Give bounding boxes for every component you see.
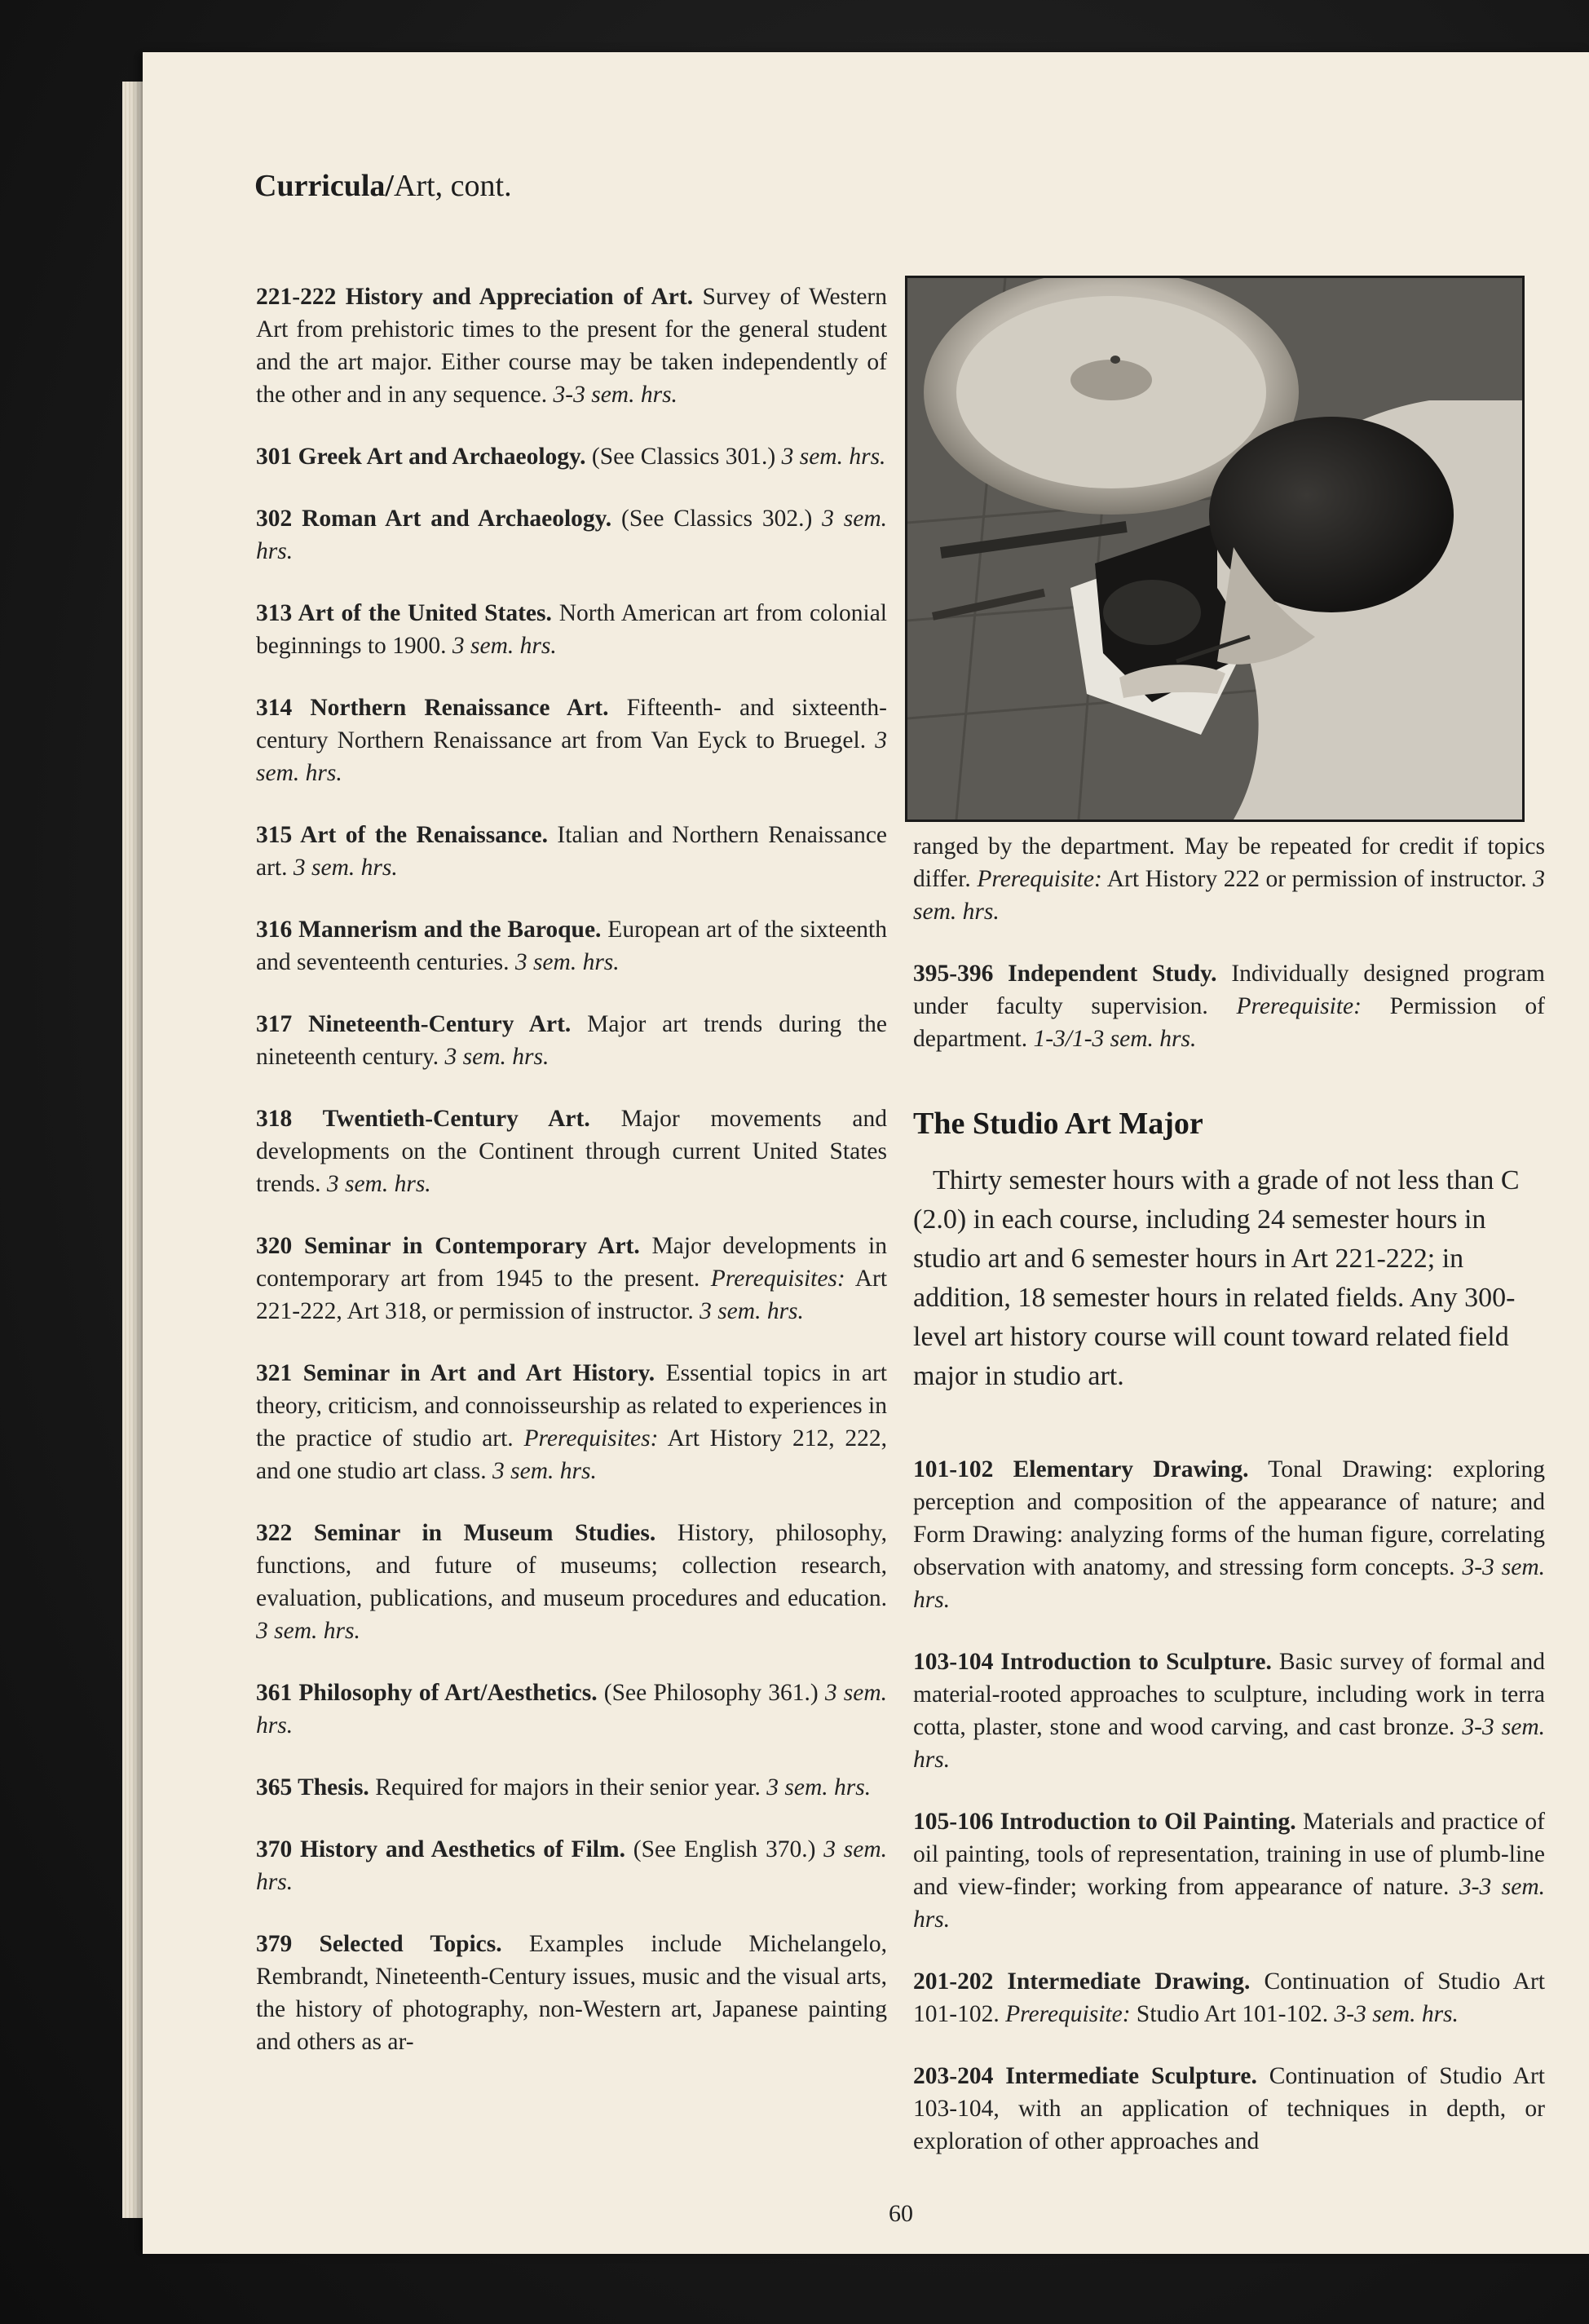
course-title: 365 Thesis. xyxy=(256,1774,369,1800)
course-hours: 1-3/1-3 sem. hrs. xyxy=(1033,1026,1197,1052)
course-description: Individually designed program under faculty supervision. xyxy=(913,961,1545,1019)
course-hours: 3 sem. hrs. xyxy=(444,1044,550,1070)
course-title: 313 Art of the United States. xyxy=(256,600,552,626)
course-hours: 3 sem. hrs. xyxy=(256,506,887,564)
course-title: 320 Seminar in Contemporary Art. xyxy=(256,1233,640,1259)
course-entry xyxy=(913,1805,1545,1936)
course-description: (See Classics 302.) xyxy=(621,506,813,532)
course-description: History, philosophy, functions, and future of museums; collection research, evaluation, publications, and museum procedures and education. xyxy=(256,1520,888,1611)
course-entry xyxy=(256,1928,887,2058)
course-title: 301 Greek Art and Archaeology. xyxy=(256,444,586,470)
course-title: 203-204 Intermediate Sculpture. xyxy=(913,2063,1257,2089)
course-hours: 3 sem. hrs. xyxy=(256,1836,888,1895)
course-title: 314 Northern Renaissance Art. xyxy=(256,695,609,721)
course-entry xyxy=(256,502,887,568)
course-description: Tonal Drawing: exploring perception and composition of the appearance of nature; and Form Drawing: analyzing forms of the human figure, correlating observation with anatomy, and stressing form concepts. xyxy=(913,1456,1545,1580)
course-description: Major art trends during the nineteenth century. xyxy=(256,1011,887,1070)
course-hours: 3 sem. hrs. xyxy=(700,1298,804,1324)
course-hours: 3 sem. hrs. xyxy=(256,727,887,786)
prerequisite-label: Prerequisite: xyxy=(1236,993,1362,1019)
course-entry xyxy=(256,1677,887,1742)
course-description: ranged by the department. May be repeated for credit if topics differ. xyxy=(913,833,1545,892)
prerequisite-text: Art History 222 or permission of instructor. xyxy=(1106,866,1527,892)
course-description: North American art from colonial beginnings to 1900. xyxy=(256,600,887,659)
course-hours: 3-3 sem. hrs. xyxy=(913,1554,1546,1613)
course-hours: 3-3 sem. hrs. xyxy=(913,1714,1546,1773)
course-entry xyxy=(913,2060,1545,2158)
course-entry xyxy=(256,440,887,473)
sculpture-student-photo xyxy=(905,276,1525,822)
course-entry xyxy=(913,1965,1545,2030)
prerequisite-label: Prerequisite: xyxy=(977,866,1102,892)
course-entry xyxy=(256,1102,887,1200)
course-entry xyxy=(256,1833,887,1898)
prerequisite-text: Art 221-222, Art 318, or permission of instructor. xyxy=(256,1266,888,1324)
prerequisite-label: Prerequisite: xyxy=(1005,2001,1131,2027)
course-description: Materials and practice of oil painting, tools of representation, training in use of plumb-line and view-finder; working from appearance of nature. xyxy=(913,1809,1545,1900)
course-title: 221-222 History and Appreciation of Art. xyxy=(256,284,694,310)
course-hours: 3 sem. hrs. xyxy=(492,1458,597,1484)
course-title: 395-396 Independent Study. xyxy=(913,961,1217,987)
course-entry xyxy=(256,691,887,789)
course-hours: 3-3 sem. hrs. xyxy=(1334,2001,1459,2027)
course-title: 379 Selected Topics. xyxy=(256,1931,502,1957)
prerequisite-text: Art History 212, 222, and one studio art class. xyxy=(256,1425,887,1484)
course-entry xyxy=(256,913,887,979)
course-description: Fifteenth- and sixteenth-century Northern Renaissance art from Van Eyck to Bruegel. xyxy=(256,695,888,753)
course-title: 101-102 Elementary Drawing. xyxy=(913,1456,1249,1482)
course-description: (See Philosophy 361.) xyxy=(603,1680,819,1706)
course-entry xyxy=(913,1453,1545,1616)
page-header xyxy=(254,168,512,204)
course-description: Major movements and developments on the Continent through current United States trends. xyxy=(256,1106,887,1197)
course-hours: 3 sem. hrs. xyxy=(256,1618,360,1644)
course-entry xyxy=(256,597,887,662)
course-hours: 3 sem. hrs. xyxy=(913,866,1546,925)
course-title: 315 Art of the Renaissance. xyxy=(256,822,548,848)
course-entry xyxy=(256,819,887,884)
course-title: 318 Twentieth-Century Art. xyxy=(256,1106,590,1132)
course-description: Continuation of Studio Art 101-102. xyxy=(913,1968,1545,2027)
course-title: 321 Seminar in Art and Art History. xyxy=(256,1360,655,1386)
course-description: Major developments in contemporary art from 1945 to the present. xyxy=(256,1233,888,1292)
course-hours: 3 sem. hrs. xyxy=(293,855,398,881)
course-title: 201-202 Intermediate Drawing. xyxy=(913,1968,1251,1995)
course-title: 302 Roman Art and Archaeology. xyxy=(256,506,612,532)
course-entry xyxy=(913,957,1545,1055)
course-hours: 3 sem. hrs. xyxy=(781,444,886,470)
course-description: Continuation of Studio Art 103-104, with an application of techniques in depth, or exploration of other approaches and xyxy=(913,2063,1545,2154)
course-hours: 3 sem. hrs. xyxy=(514,949,620,975)
course-entry xyxy=(256,1230,887,1328)
course-continuation xyxy=(913,830,1545,928)
course-description: Required for majors in their senior year. xyxy=(375,1774,761,1800)
course-hours: 3-3 sem. hrs. xyxy=(553,382,678,408)
right-column xyxy=(913,830,1545,2187)
prerequisite-text: Studio Art 101-102. xyxy=(1136,2001,1329,2027)
header-bold: Curricula/ xyxy=(254,169,394,203)
course-entry xyxy=(256,1517,887,1647)
course-description: Italian and Northern Renaissance art. xyxy=(256,822,888,881)
course-entry xyxy=(256,281,887,411)
course-description: (See Classics 301.) xyxy=(591,444,776,470)
header-rest: Art, cont. xyxy=(393,169,512,203)
course-hours: 3-3 sem. hrs. xyxy=(913,1874,1546,1933)
course-title: 316 Mannerism and the Baroque. xyxy=(256,917,602,943)
page-number: 60 xyxy=(889,2200,913,2227)
course-entry xyxy=(256,1008,887,1073)
course-description: Essential topics in art theory, criticism, and connoisseurship as related to experiences in the practice of studio art. xyxy=(256,1360,887,1451)
course-hours: 3 sem. hrs. xyxy=(256,1680,888,1739)
course-title: 370 History and Aesthetics of Film. xyxy=(256,1836,625,1862)
course-hours: 3 sem. hrs. xyxy=(766,1774,872,1800)
prerequisite-text: Permission of department. xyxy=(913,993,1545,1052)
course-title: 322 Seminar in Museum Studies. xyxy=(256,1520,656,1546)
course-description: European art of the sixteenth and seventeenth centuries. xyxy=(256,917,887,975)
course-entry xyxy=(913,1646,1545,1776)
course-entry xyxy=(256,1771,887,1804)
course-title: 361 Philosophy of Art/Aesthetics. xyxy=(256,1680,598,1706)
course-description: Basic survey of formal and material-rooted approaches to sculpture, including work in terra cotta, plaster, stone and wood carving, and cast bronze. xyxy=(913,1649,1545,1740)
prerequisite-label: Prerequisites: xyxy=(710,1266,845,1292)
photo-illustration xyxy=(907,278,1522,820)
section-body: Thirty semester hours with a grade of not less than C (2.0) in each course, including 24 semester hours in studio art and 6 semester hours in Art 221-222; in addition, 18 semester hours in related fields. Any 300-level art history course will count toward related field major in studio art. xyxy=(913,1165,1520,1391)
section-title: The Studio Art Major xyxy=(913,1107,1203,1141)
prerequisite-label: Prerequisites: xyxy=(523,1425,659,1451)
course-hours: 3 sem. hrs. xyxy=(452,633,557,659)
course-description: Survey of Western Art from prehistoric times to the present for the general student and the art major. Either course may be taken independently of the other and in any sequence. xyxy=(256,284,887,408)
course-title: 105-106 Introduction to Oil Painting. xyxy=(913,1809,1296,1835)
left-column xyxy=(256,281,887,2088)
course-hours: 3 sem. hrs. xyxy=(326,1171,431,1197)
course-title: 317 Nineteenth-Century Art. xyxy=(256,1011,572,1037)
course-entry xyxy=(256,1357,887,1487)
course-title: 103-104 Introduction to Sculpture. xyxy=(913,1649,1272,1675)
course-description: (See English 370.) xyxy=(633,1836,816,1862)
course-description: Examples include Michelangelo, Rembrandt, Nineteenth-Century issues, music and the visual arts, the history of photography, non-Western art, Japanese painting and others as ar- xyxy=(256,1931,887,2055)
